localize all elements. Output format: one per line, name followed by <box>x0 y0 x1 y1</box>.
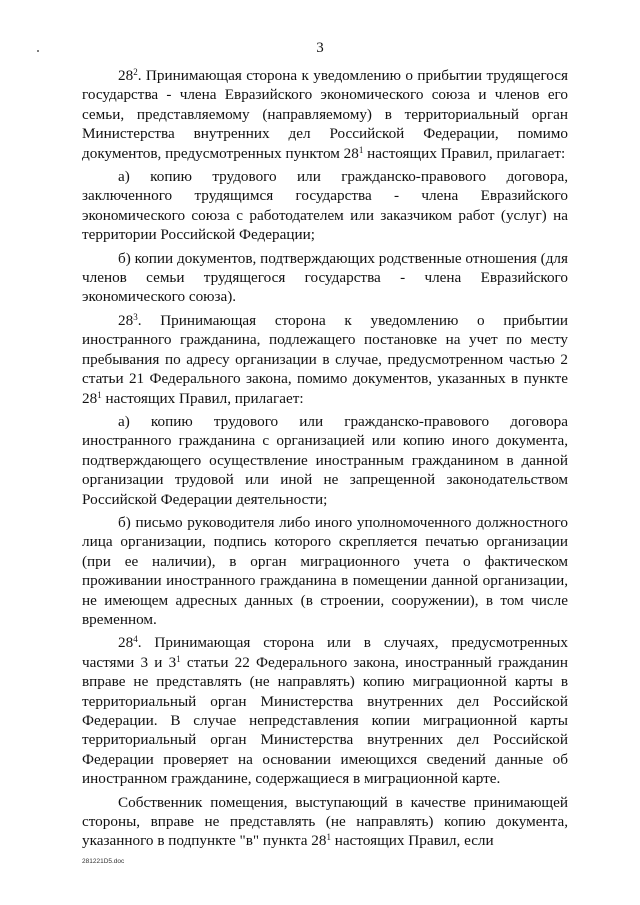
paragraph-28-2-b: б) копии документов, подтверждающих родственные отношения (для членов семьи трудящегося государства - члена Евразийского экономического союза). <box>82 249 568 306</box>
page-number: 3 <box>316 40 324 56</box>
paragraph-28-4: $28^4$. Принимающая сторона или в случаях, предусмотренных частями 3 и $3^1$ статьи 22 Федерального закона, иностранный гражданин вправе не представлять (не направлять) копию миграционной карты в территориальный орган Министерства внутренних дел Российской Федерации. В случае непредставления копии миграционной карты территориальный орган Министерства внутренних дел Российской Федерации проверяет на основании имеющихся сведений данные об иностранном гражданине, содержащиеся в миграционной карте. <box>82 634 568 788</box>
file-name-footer: 281221D5.doc <box>82 858 125 865</box>
document-body <box>82 66 568 851</box>
paragraph-28-3-b: б) письмо руководителя либо иного уполномоченного должностного лица организации, подпись которого скрепляется печатью организации (при ее наличии), в орган миграционного учета о фактическом проживании иностранного гражданина в помещении данной организации, не имеющем адресных данных (в строении, сооружении), в том числе временном. <box>82 513 568 628</box>
paragraph-28-2-a: а) копию трудового или гражданско-правового договора, заключенного трудящимся государства - члена Евразийского экономического союза с работодателем или заказчиком работ (услуг) на территории Российской Федерации; <box>82 168 568 244</box>
paragraph-28-3-a: а) копию трудового или гражданско-правового договора иностранного гражданина с организацией или копию иного документа, подтверждающего осуществление иностранным гражданином в данной организации трудовой или иной не запрещенной законодательством Российской Федерации деятельности; <box>82 412 568 508</box>
paragraph-28-2: $28^2$. Принимающая сторона к уведомлению о прибытии трудящегося государства - члена Евразийского экономического союза и членов его семьи, представляемому (направляемому) в территориальный орган Министерства внутренних дел Российской Федерации, помимо документов, предусмотренных пунктом $28^1$ настоящих Правил, прилагает: <box>82 67 568 162</box>
paragraph-28-3: $28^3$. Принимающая сторона к уведомлению о прибытии иностранного гражданина, подлежащего постановке на учет по месту пребывания по адресу организации в случае, предусмотренном частью 2 статьи 21 Федерального закона, помимо документов, указанных в пункте $28^1$ настоящих Правил, прилагает: <box>82 311 568 407</box>
paragraph-owner: Собственник помещения, выступающий в качестве принимающей стороны, вправе не представлять (не направлять) копию документа, указанного в подпункте "в" пункта $28^1$ настоящих Правил, если <box>82 793 568 850</box>
